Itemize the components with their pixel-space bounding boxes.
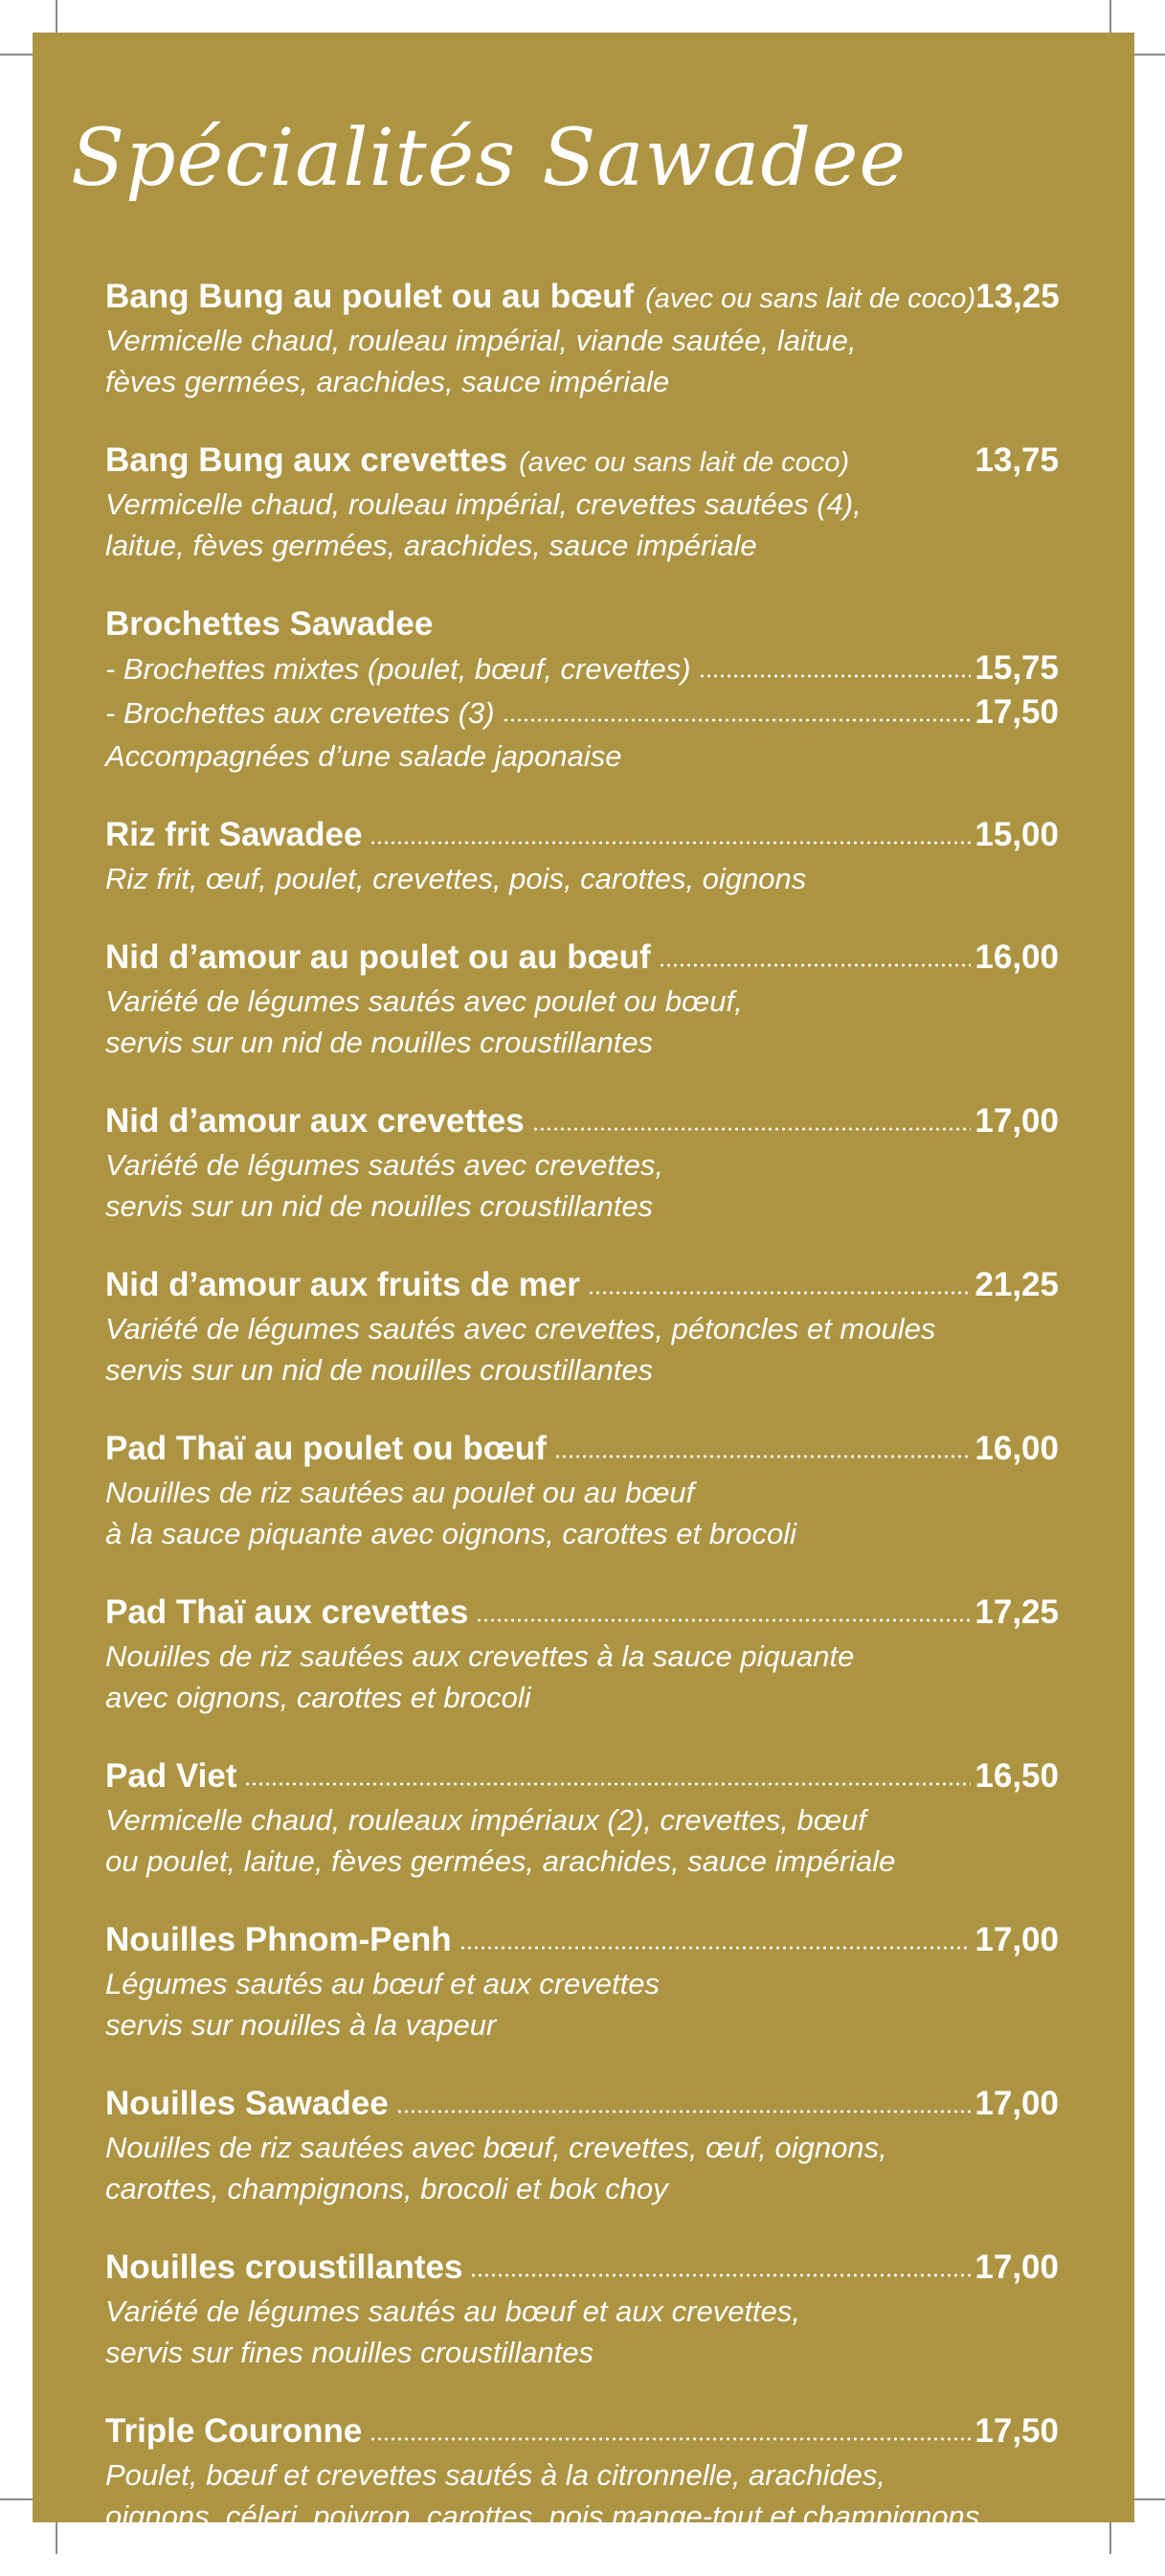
dish-price: 17,00 [975, 1102, 1059, 1140]
dish-price: 21,25 [975, 1266, 1059, 1303]
menu-item [105, 1757, 1059, 1882]
dish-price: 17,00 [975, 2248, 1059, 2286]
dish-note: (avec ou sans lait de coco) [519, 447, 850, 478]
menu-item-header [105, 1430, 1059, 1468]
menu-item-header [105, 2085, 1059, 2123]
menu-item [105, 1921, 1059, 2045]
dot-leader [554, 1454, 972, 1459]
dish-description: fèves germées, arachides, sauce impériale [105, 365, 670, 398]
dish-description: Accompagnées d’une salade japonaise [105, 739, 622, 773]
dish-name: Bang Bung au poulet ou au bœuf [105, 278, 635, 315]
sub-option [105, 693, 1059, 732]
dish-description: Vermicelle chaud, rouleau impérial, crevettes sautées (4), [105, 487, 862, 521]
dish-price: 16,00 [975, 1430, 1059, 1467]
menu-item-header [105, 278, 1059, 316]
menu-item [105, 278, 1059, 402]
crop-mark [1109, 0, 1111, 34]
dish-description: Nouilles de riz sautées au poulet ou au bœuf [105, 1476, 695, 1509]
crop-mark [56, 2520, 57, 2554]
dish-name: Nouilles Phnom-Penh [105, 1921, 452, 1958]
dish-name: Pad Thaï aux crevettes [105, 1593, 469, 1631]
crop-mark [56, 0, 57, 34]
dish-description: Riz frit, œuf, poulet, crevettes, pois, carottes, oignons [105, 862, 807, 895]
dish-description: à la sauce piquante avec oignons, carottes et brocoli [105, 1517, 797, 1550]
menu-item [105, 2248, 1059, 2373]
crop-mark [1109, 2520, 1111, 2554]
menu-item [105, 816, 1059, 899]
menu-item-header [105, 2412, 1059, 2451]
dish-description: servis sur un nid de nouilles croustillantes [105, 1026, 654, 1059]
sub-option [105, 649, 1059, 688]
menu-item-header [105, 1921, 1059, 1959]
menu-item [105, 441, 1059, 566]
menu-item [105, 1266, 1059, 1390]
dish-price: 17,00 [975, 1921, 1059, 1958]
dish-description: Légumes sautés au bœuf et aux crevettes [105, 1967, 660, 2000]
dish-description: Nouilles de riz sautées aux crevettes à la sauce piquante [105, 1639, 855, 1673]
menu-item [105, 605, 1059, 777]
dish-description: laitue, fèves germées, arachides, sauce impériale [105, 529, 757, 562]
dish-price: 17,50 [975, 2412, 1059, 2450]
crop-mark [0, 54, 34, 56]
dish-price: 13,75 [975, 441, 1059, 479]
dot-leader [503, 717, 972, 723]
dot-leader [470, 2272, 971, 2278]
dot-leader [659, 962, 972, 968]
dish-name: Nouilles Sawadee [105, 2085, 389, 2122]
dish-price: 15,00 [975, 816, 1059, 853]
menu-list [105, 278, 1059, 2576]
menu-item-header [105, 1266, 1059, 1304]
dish-description: Nouilles de riz sautées avec bœuf, crevettes, œuf, oignons, [105, 2131, 887, 2164]
dish-price: 16,50 [975, 1757, 1059, 1795]
dish-name: Nid d’amour aux crevettes [105, 1102, 525, 1140]
dot-leader [588, 1290, 971, 1296]
sub-option-label: - Brochettes aux crevettes (3) [105, 696, 495, 730]
dish-name: Nouilles croustillantes [105, 2248, 463, 2286]
dish-description: avec oignons, carottes et brocoli [105, 1681, 531, 1714]
dot-leader [532, 1126, 972, 1132]
dish-name: Brochettes Sawadee [105, 605, 434, 643]
menu-item-header [105, 938, 1059, 977]
menu-item [105, 2412, 1059, 2537]
menu-item-header [105, 816, 1059, 854]
dot-leader [244, 1781, 971, 1787]
menu-item-header [105, 1757, 1059, 1796]
dish-price: 13,25 [975, 278, 1060, 315]
menu-item [105, 938, 1059, 1063]
dish-description: servis sur fines nouilles croustillantes [105, 2336, 594, 2369]
dish-description: Vermicelle chaud, rouleau impérial, viande sautée, laitue, [105, 324, 857, 357]
menu-item [105, 2085, 1059, 2209]
dish-description: Vermicelle chaud, rouleaux impériaux (2), crevettes, bœuf [105, 1803, 866, 1837]
dish-description: servis sur un nid de nouilles croustillantes [105, 1353, 654, 1387]
menu-item-header [105, 605, 1059, 644]
page-title: Spécialités Sawadee [71, 113, 907, 204]
dish-name: Riz frit Sawadee [105, 816, 363, 853]
dish-description: Variété de légumes sautés avec poulet ou bœuf, [105, 984, 743, 1018]
dish-price: 17,25 [975, 1593, 1059, 1631]
dot-leader [370, 840, 971, 846]
dish-description: Variété de légumes sautés avec crevettes, pétoncles et moules [105, 1312, 936, 1345]
dot-leader [476, 1617, 971, 1623]
sub-option-price: 17,50 [975, 693, 1059, 731]
dish-price: 17,00 [975, 2085, 1059, 2122]
dish-description: ou poulet, laitue, fèves germées, arachides, sauce impériale [105, 1844, 896, 1878]
dish-name: Bang Bung aux crevettes [105, 441, 508, 479]
menu-item [105, 1593, 1059, 1718]
dish-name: Pad Viet [105, 1757, 237, 1795]
sub-option-label: - Brochettes mixtes (poulet, bœuf, crevettes) [105, 652, 691, 686]
dish-name: Pad Thaï au poulet ou bœuf [105, 1430, 547, 1467]
dish-name: Nid d’amour au poulet ou au bœuf [105, 938, 651, 976]
sub-option-price: 15,75 [975, 649, 1059, 687]
dish-description: carottes, champignons, brocoli et bok choy [105, 2172, 668, 2205]
dot-leader [396, 2109, 972, 2114]
dot-leader [459, 1945, 972, 1951]
dish-description: servis sur un nid de nouilles croustillantes [105, 1189, 654, 1223]
crop-mark [0, 2498, 34, 2500]
crop-mark [1131, 54, 1165, 56]
dish-price: 16,00 [975, 938, 1059, 976]
dish-description: oignons, céleri, poivron, carottes, pois mange-tout et champignons [105, 2499, 980, 2533]
menu-item [105, 1102, 1059, 1227]
dish-name: Nid d’amour aux fruits de mer [105, 1266, 580, 1303]
menu-item-header [105, 1102, 1059, 1141]
menu-item-header [105, 441, 1059, 480]
dish-description: Variété de légumes sautés avec crevettes, [105, 1148, 663, 1182]
menu-item-header [105, 2248, 1059, 2287]
dot-leader [370, 2436, 971, 2442]
dish-note: (avec ou sans lait de coco) [645, 283, 976, 314]
dish-name: Triple Couronne [105, 2412, 363, 2450]
dot-leader [699, 673, 972, 679]
crop-mark [1131, 2498, 1165, 2500]
menu-item [105, 1430, 1059, 1554]
dish-description: Poulet, bœuf et crevettes sautés à la citronnelle, arachides, [105, 2458, 886, 2492]
dish-description: Variété de légumes sautés au bœuf et aux crevettes, [105, 2294, 801, 2328]
menu-item-header [105, 1593, 1059, 1632]
dish-description: servis sur nouilles à la vapeur [105, 2008, 497, 2042]
